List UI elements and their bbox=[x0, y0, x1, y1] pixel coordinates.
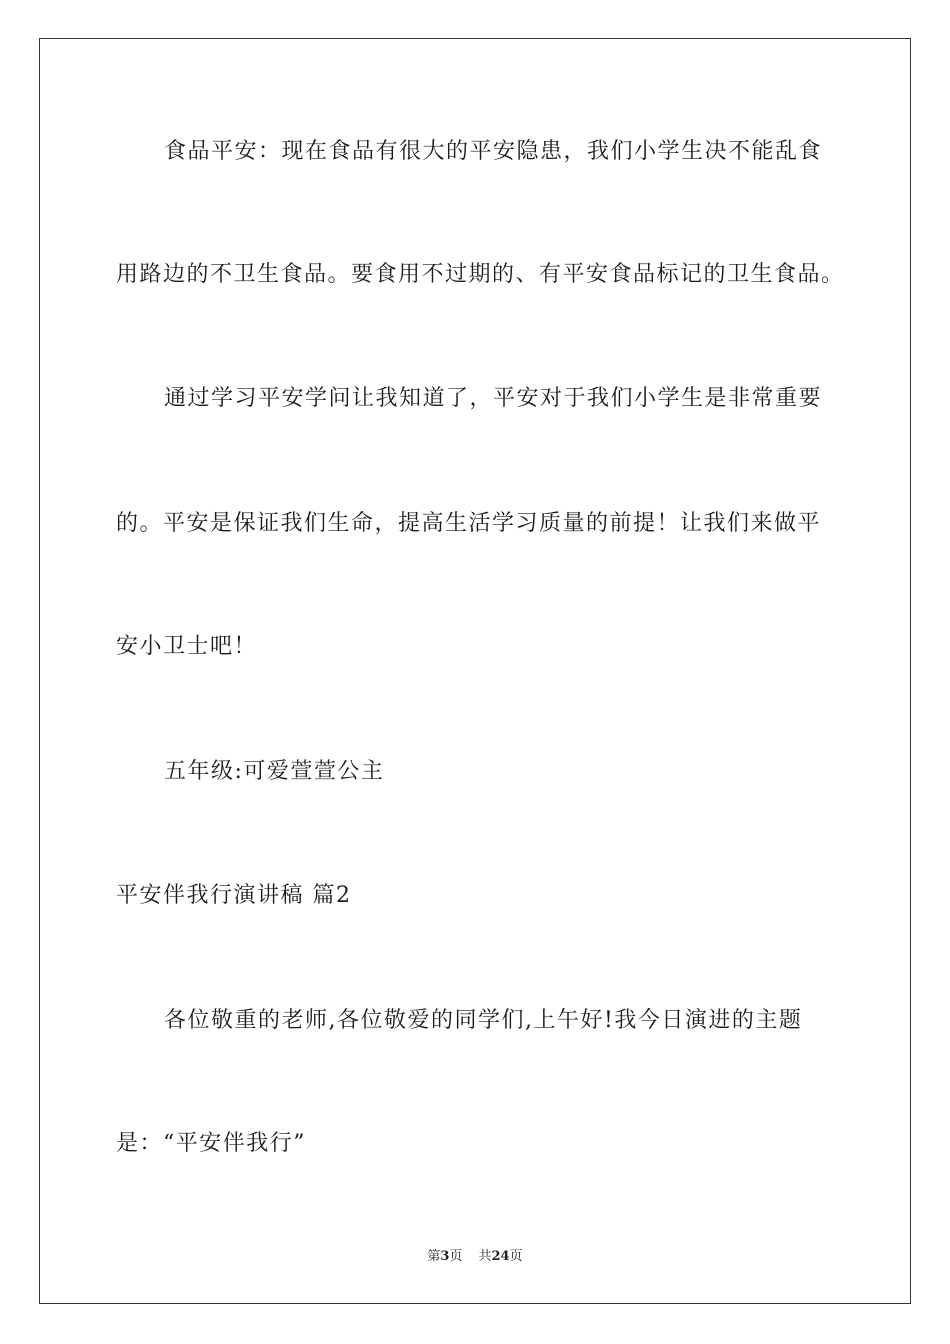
page-frame bbox=[39, 38, 911, 1304]
page-prefix: 第 bbox=[427, 1249, 441, 1264]
paragraph-line-7: 是：“平安伴我行” bbox=[116, 1131, 306, 1156]
total-suffix: 页 bbox=[509, 1249, 523, 1264]
paragraph-line-5: 安小卫士吧！ bbox=[116, 634, 258, 659]
paragraph-line-1: 食品平安：现在食品有很大的平安隐患，我们小学生决不能乱食 bbox=[164, 139, 823, 164]
total-pages: 24 bbox=[491, 1249, 510, 1264]
paragraph-line-2: 用路边的不卫生食品。要食用不过期的、有平安食品标记的卫生食品。 bbox=[116, 262, 845, 287]
paragraph-line-4: 的。平安是保证我们生命，提高生活学习质量的前提！让我们来做平 bbox=[116, 511, 822, 536]
paragraph-line-3: 通过学习平安学问让我知道了，平安对于我们小学生是非常重要 bbox=[164, 386, 823, 411]
page-suffix: 页 bbox=[449, 1249, 463, 1264]
page-number: 3 bbox=[440, 1249, 450, 1264]
total-prefix: 共 bbox=[478, 1249, 492, 1264]
page-footer bbox=[0, 1248, 950, 1266]
paragraph-line-6: 各位敬重的老师,各位敬爱的同学们,上午好!我今日演进的主题 bbox=[164, 1008, 803, 1033]
author-line: 五年级:可爱萱萱公主 bbox=[164, 759, 385, 784]
section-heading: 平安伴我行演讲稿 篇2 bbox=[116, 883, 352, 908]
